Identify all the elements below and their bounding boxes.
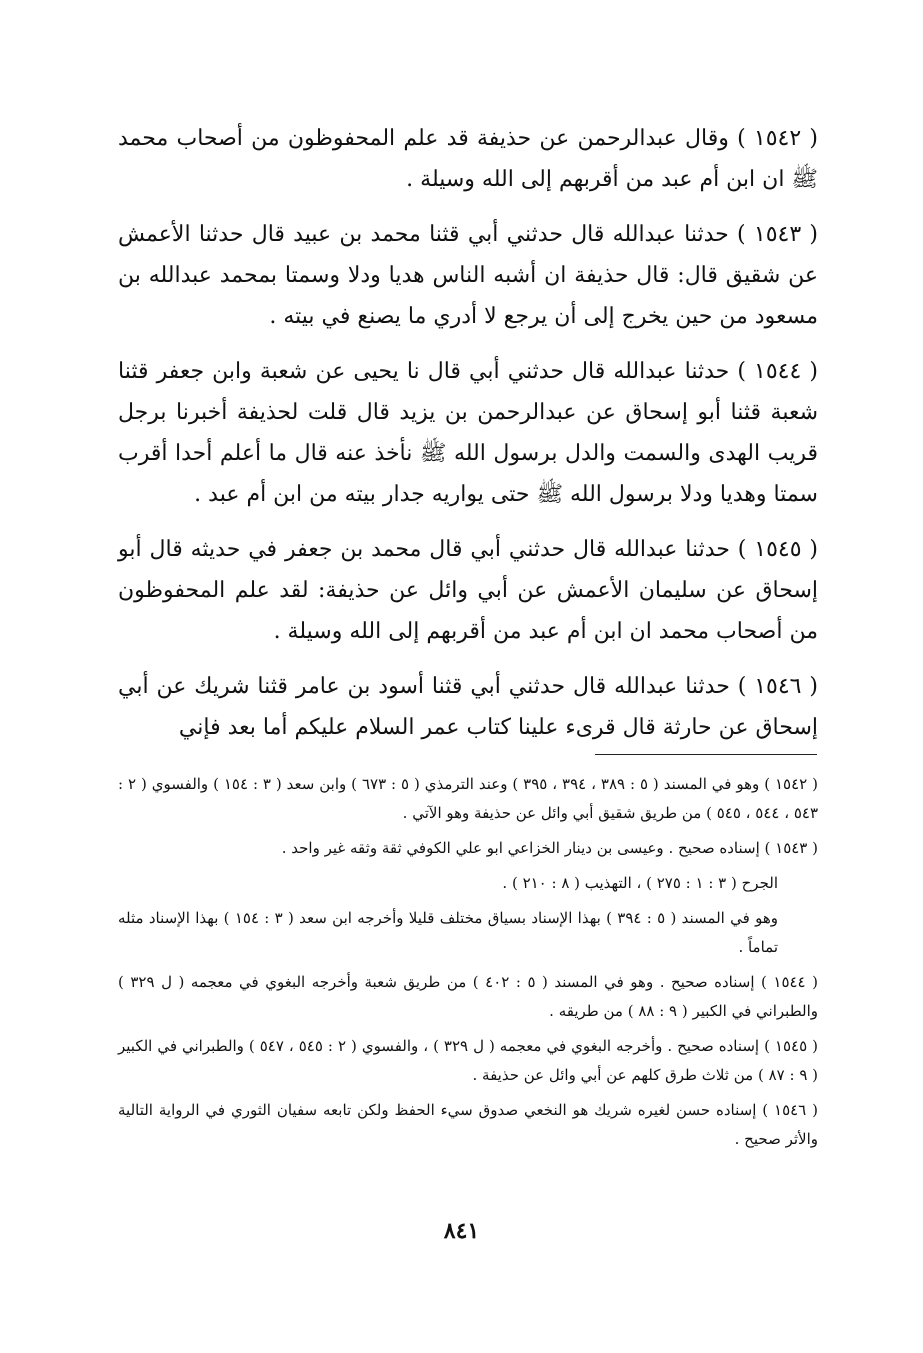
hadith-paragraph-1543: ( ١٥٤٣ ) حدثنا عبدالله قال حدثني أبي قثنا محمد بن عبيد قال حدثنا الأعمش عن شقيق قال: قال حذيفة ان أشبه الناس هديا ودلا وسمتا بمحمد عبدالله بن مسعود من حين يخرج إلى أن يرجع لا أدري ما يصنع في بيته . [118, 222, 818, 329]
footnote-1542: ( ١٥٤٢ ) وهو في المسند ( ٥ : ٣٨٩ ، ٣٩٤ ، ٣٩٥ ) وعند الترمذي ( ٥ : ٦٧٣ ) وابن سعد ( ٣ : ١٥٤ ) والفسوي ( ٢ : ٥٤٣ ، ٥٤٤ ، ٥٤٥ ) من طريق شقيق أبي وائل عن حذيفة وهو الآتي . [118, 775, 819, 822]
footnote-separator [595, 754, 817, 755]
footnote-1546: ( ١٥٤٦ ) إسناده حسن لغيره شريك هو النخعي صدوق سيء الحفظ ولكن تابعه سفيان الثوري في الرواية التالية والأثر صحيح . [118, 1101, 818, 1148]
footnote-1544: ( ١٥٤٤ ) إسناده صحيح . وهو في المسند ( ٥ : ٤٠٢ ) من طريق شعبة وأخرجه البغوي في معجمه ( ل ٣٢٩ ) والطبراني في الكبير ( ٩ : ٨٨ ) من طريقه . [118, 973, 818, 1020]
hadith-paragraph-1545: ( ١٥٤٥ ) حدثنا عبدالله قال حدثني أبي قال محمد بن جعفر في حديثه قال أبو إسحاق عن سليمان الأعمش عن أبي وائل عن حذيفة: لقد علم المحفوظون من أصحاب محمد ان ابن أم عبد من أقربهم إلى الله وسيلة . [118, 537, 819, 644]
hadith-paragraph-1544: ( ١٥٤٤ ) حدثنا عبدالله قال حدثني أبي قال نا يحيى عن شعبة وابن جعفر قثنا شعبة قثنا أبو إسحاق عن عبدالرحمن بن يزيد قال قلت لحذيفة أخبرنا برجل قريب الهدى والسمت والدل برسول الله ﷺ نأخذ عنه قال ما أعلم أحدا أقرب سمتا وهديا ودلا برسول الله ﷺ حتى يواريه جدار بيته من ابن أم عبد . [118, 359, 818, 507]
footnote-1545: ( ١٥٤٥ ) إسناده صحيح . وأخرجه البغوي في معجمه ( ل ٣٢٩ ) ، والفسوي ( ٢ : ٥٤٥ ، ٥٤٧ ) والطبراني في الكبير ( ٩ : ٨٧ ) من ثلاث طرق كلهم عن أبي وائل عن حذيفة . [118, 1037, 818, 1084]
hadith-paragraph-1546: ( ١٥٤٦ ) حدثنا عبدالله قال حدثني أبي قثنا أسود بن عامر قثنا شريك عن أبي إسحاق عن حارثة قال قرىء علينا كتاب عمر السلام عليكم أما بعد فإني [118, 674, 818, 740]
footnote-1543: ( ١٥٤٣ ) إسناده صحيح . وعيسى بن دينار الخزاعي ابو علي الكوفي ثقة وثقه غير واحد . [281, 839, 818, 857]
footnote-1543-musnad: وهو في المسند ( ٥ : ٣٩٤ ) بهذا الإسناد بسياق مختلف قليلا وأخرجه ابن سعد ( ٣ : ١٥٤ ) بهذا الإسناد مثله تماماً . [118, 909, 778, 956]
page-number: ٨٤١ [443, 1218, 480, 1244]
main-text [118, 118, 818, 762]
footnote-1543-references: الجرح ( ٣ : ١ : ٢٧٥ ) ، التهذيب ( ٨ : ٢١٠ ) . [502, 874, 778, 892]
footnotes [118, 770, 818, 1160]
hadith-paragraph-1542: ( ١٥٤٢ ) وقال عبدالرحمن عن حذيفة قد علم المحفوظون من أصحاب محمد ﷺ ان ابن أم عبد من أقربهم إلى الله وسيلة . [118, 126, 819, 192]
